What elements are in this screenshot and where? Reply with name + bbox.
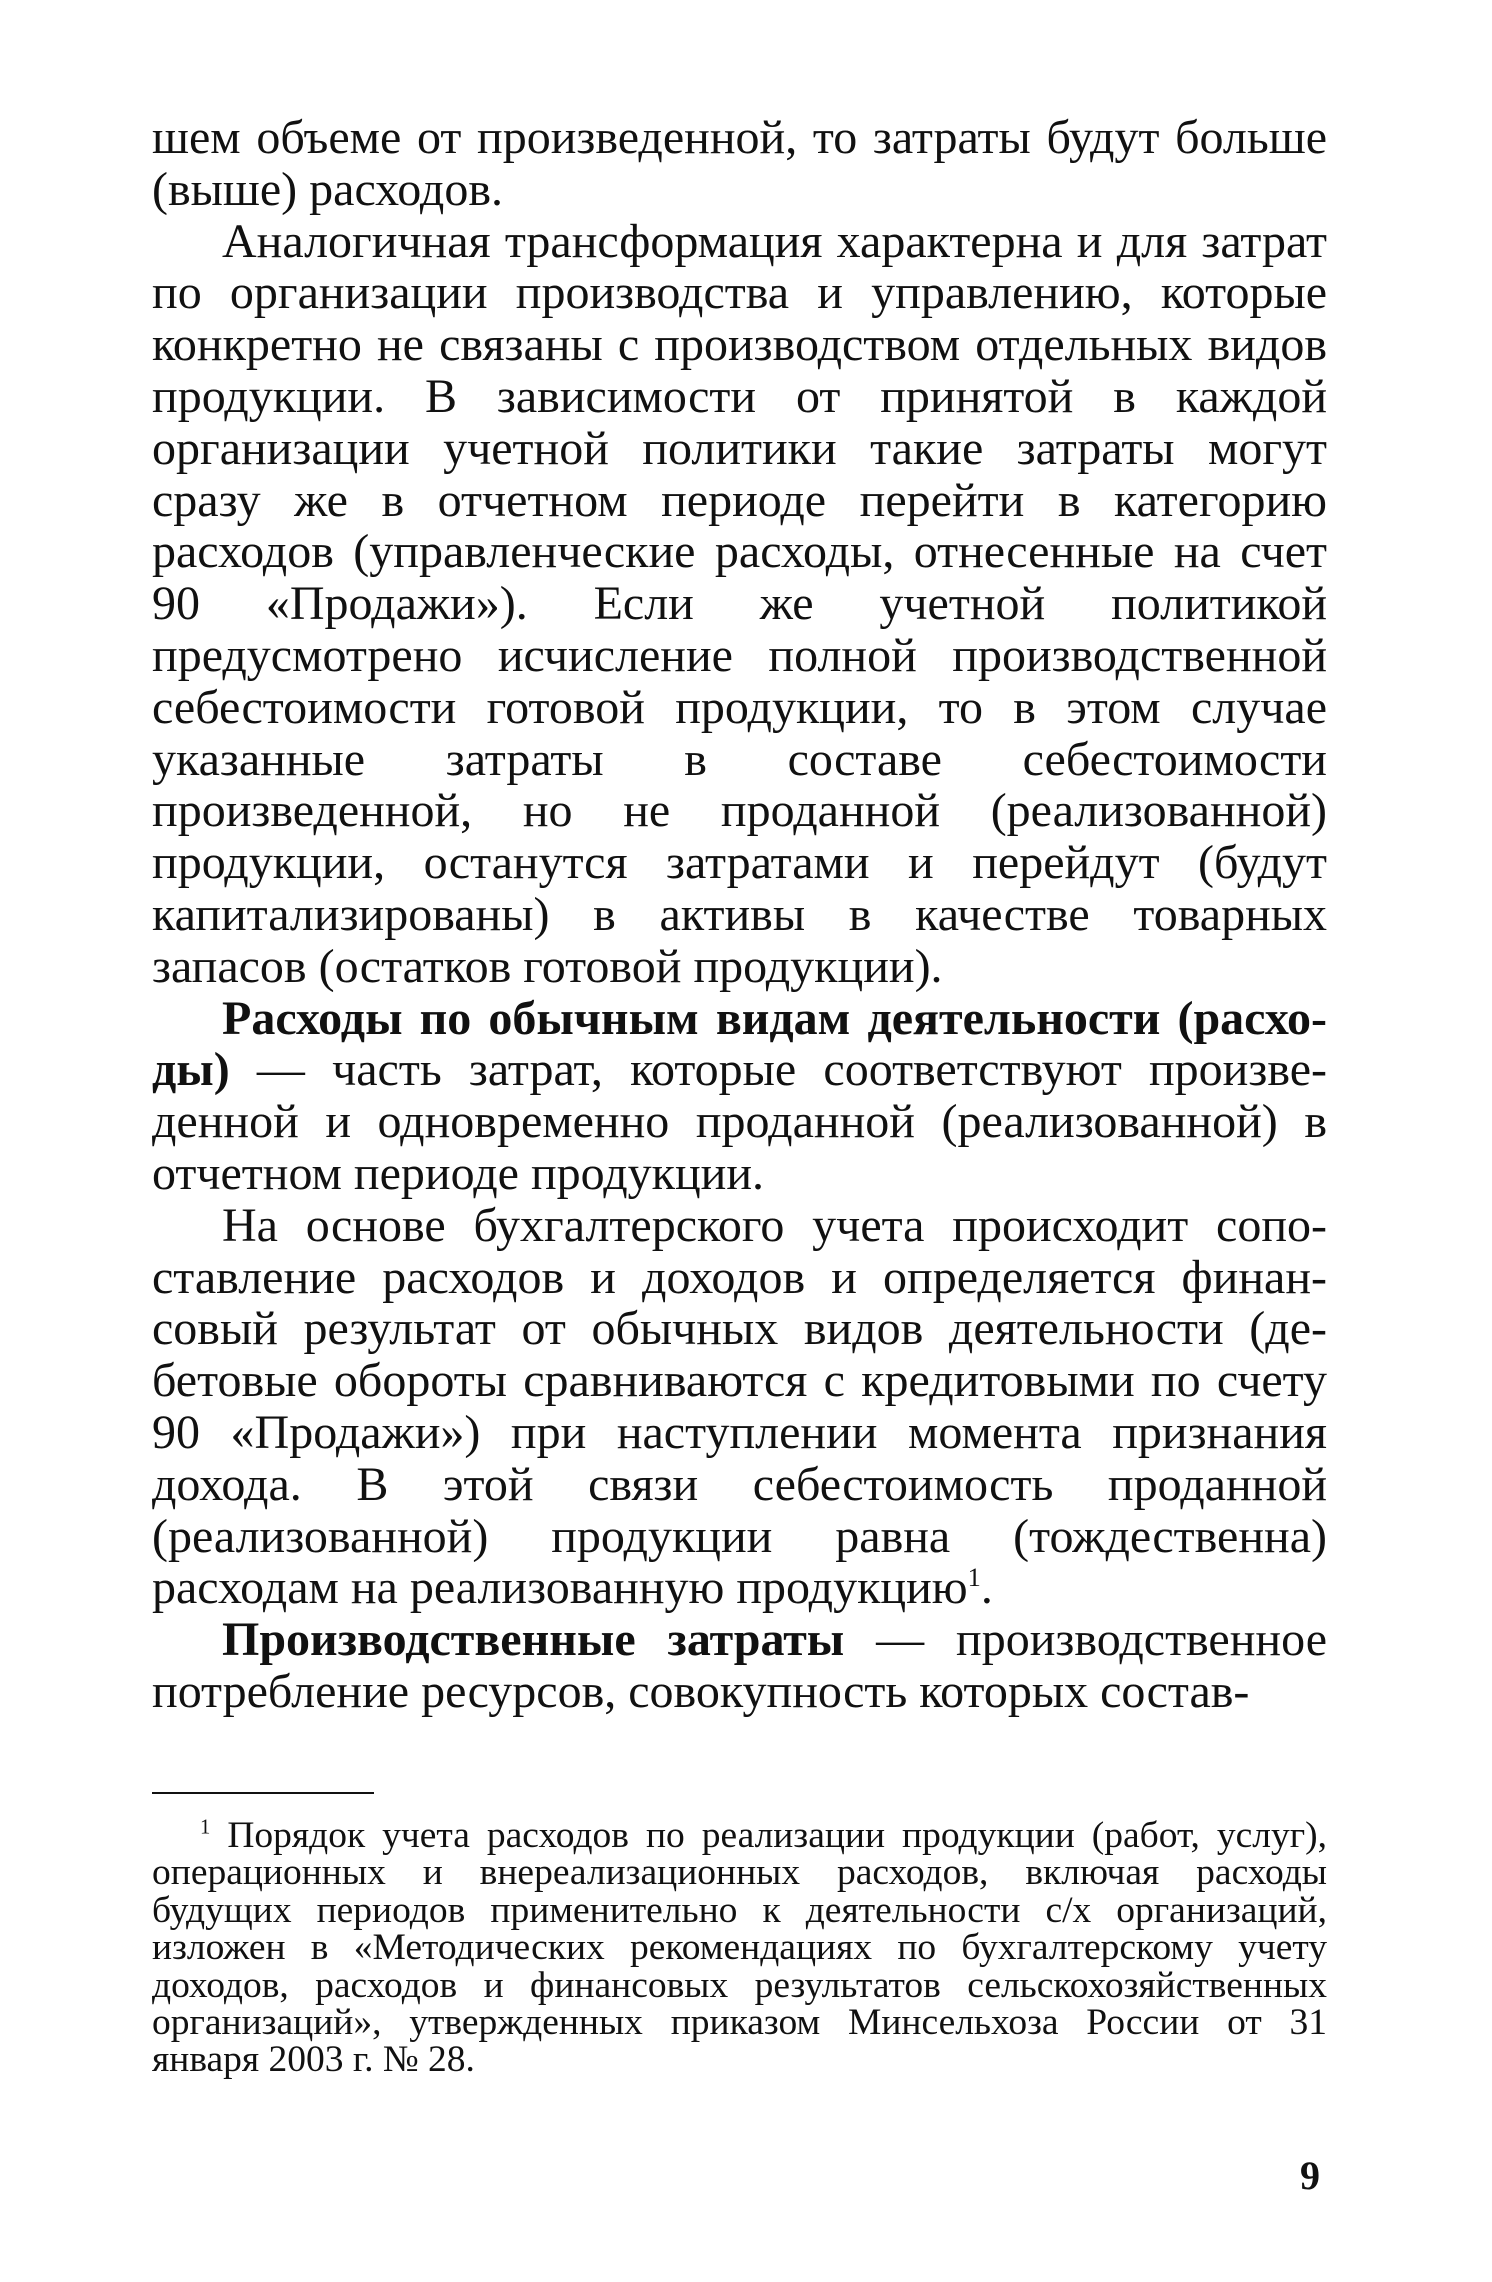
footnote	[152, 1817, 1327, 2079]
paragraph-text: — часть затрат, которые соответствуют произведенной и одновременно проданной (реализованной) в отчетном периоде продукции.	[152, 1043, 1327, 1200]
footnote-marker: 1	[200, 1816, 211, 1839]
paragraph-transformation	[152, 216, 1327, 993]
footnote-reference[interactable]: 1	[967, 1562, 981, 1593]
paragraph-accounting-comparison	[152, 1200, 1327, 1614]
main-text	[152, 112, 1327, 1718]
paragraph-text-end: .	[980, 1561, 993, 1615]
footnote-divider	[152, 1792, 374, 1794]
paragraph-continuation	[152, 112, 1327, 216]
paragraph-production-costs	[152, 1614, 1327, 1718]
paragraph-text: шем объеме от произведенной, то затраты будут больше (выше) расходов.	[152, 111, 1327, 216]
term-ordinary-expenses: Расходы по обычным видам деятельности (расходы)	[152, 991, 1327, 1097]
paragraph-text: — производственное потребление ресурсов, совокупность которых состав-	[152, 1613, 1327, 1718]
paragraph-text: Аналогичная трансформация характерна и для затрат по организации производства и управлению, которые конкретно не связаны с производством отдельных видов продукции. В зависимости от принятой в каждой организации учетной политики такие затраты могут сразу же в отчетном периоде перейти в категорию расходов (управленческие расходы, отнесенные на счет 90 «Продажи»). Если же учетной политикой предусмотрено исчисление полной производственной себестоимости готовой продукции, то в этом случае указанные затраты в составе себестоимости произведенной, но не проданной (реализованной) продукции, останутся затратами и перейдут (будут капитализированы) в активы в качестве товарных запасов (остатков готовой продукции).	[152, 214, 1327, 993]
footnote-text: Порядок учета расходов по реализации продукции (работ, услуг), операционных и внереализационных расходов, включая расходы будущих периодов применительно к деятельности с/х организаций, изложен в «Методических рекомендациях по бухгалтерскому учету доходов, расходов и финансовых результатов сельскохозяйственных организаций», утвержденных приказом Минсельхоза России от 31 января 2003 г. № 28.	[152, 1815, 1328, 2081]
paragraph-text: На основе бухгалтерского учета происходит сопоставление расходов и доходов и определяется финансовый результат от обычных видов деятельности (дебетовые обороты сравниваются с кредитовыми по счету 90 «Продажи») при наступлении момента признания дохода. В этой связи себестоимость проданной (реализованной) продукции равна (тождественна) расходам на реализованную продукцию	[152, 1198, 1327, 1615]
term-production-costs: Производственные затраты	[222, 1613, 845, 1667]
paragraph-ordinary-expenses	[152, 993, 1327, 1200]
page-number: 9	[1300, 2153, 1320, 2198]
